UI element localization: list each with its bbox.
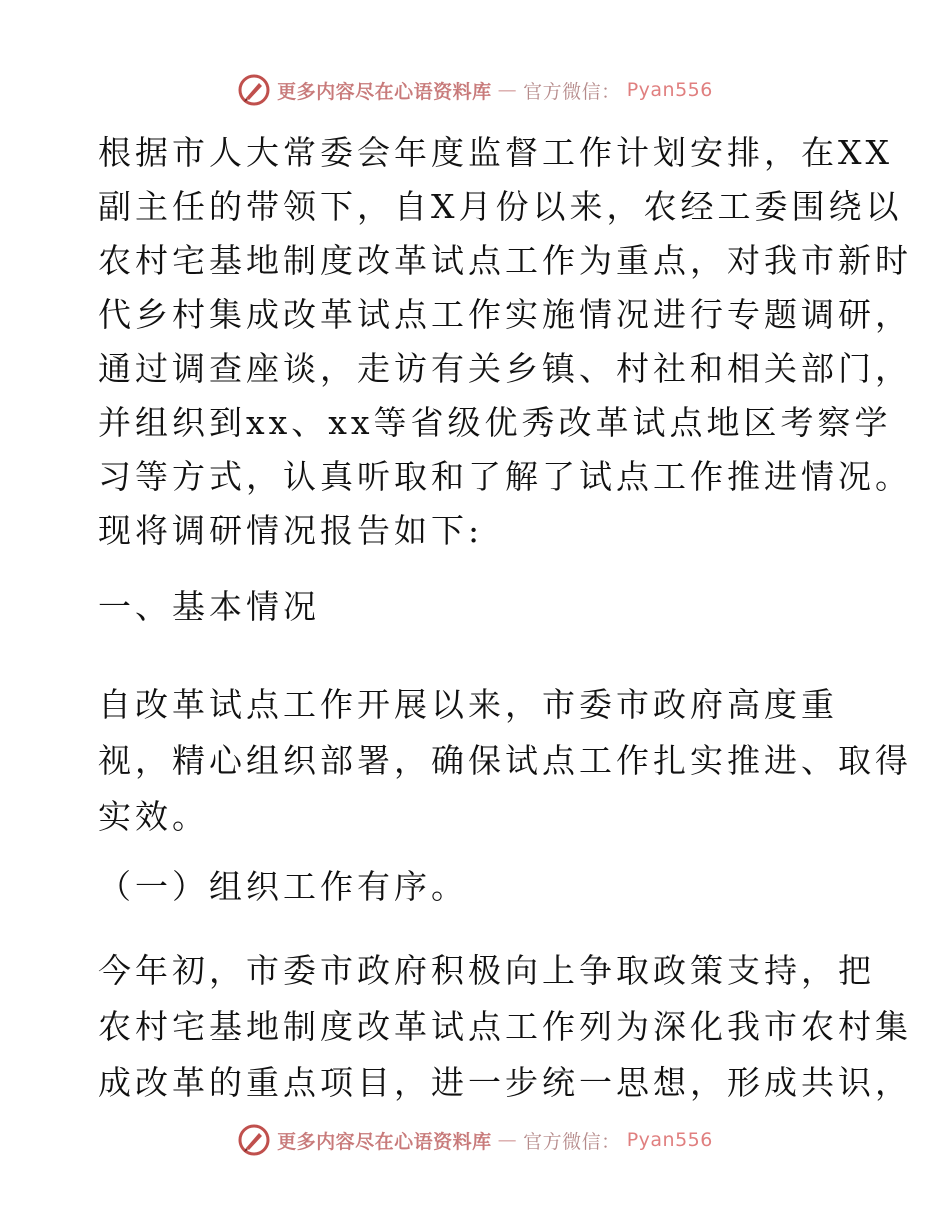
watermark-official-label: 官方微信：: [523, 1130, 621, 1153]
subsection-line: 成改革的重点项目，进一步统一思想，形成共识，: [98, 1063, 912, 1102]
watermark-brand: 更多内容尽在心语资料库: [277, 1130, 492, 1153]
subsection-heading: （一）组织工作有序。: [98, 867, 468, 906]
intro-line: 习等方式，认真听取和了解了试点工作推进情况。: [98, 457, 912, 496]
section-line: 实效。: [98, 797, 209, 836]
section-heading: 一、基本情况: [98, 587, 320, 626]
watermark-brand: 更多内容尽在心语资料库: [277, 80, 492, 103]
subsection-line: 农村宅基地制度改革试点工作列为深化我市农村集: [98, 1007, 912, 1046]
watermark-wechat-id: Pyan556: [626, 79, 713, 101]
intro-line: 农村宅基地制度改革试点工作为重点，对我市新时: [98, 241, 912, 280]
watermark-wechat-id: Pyan556: [626, 1129, 713, 1151]
intro-line: 根据市人大常委会年度监督工作计划安排，在XX: [98, 133, 893, 172]
intro-line: 现将调研情况报告如下:: [98, 511, 484, 550]
watermark-footer: [0, 1120, 950, 1160]
watermark-header: [0, 70, 950, 110]
watermark-official-label: 官方微信：: [523, 80, 621, 103]
watermark-separator: —: [497, 1129, 518, 1151]
pen-logo-icon: [237, 1123, 271, 1157]
intro-line: 通过调查座谈，走访有关乡镇、村社和相关部门，: [98, 349, 912, 388]
intro-line: 并组织到xx、xx等省级优秀改革试点地区考察学: [98, 403, 892, 442]
subsection-line: 今年初，市委市政府积极向上争取政策支持，把: [98, 951, 875, 990]
section-line: 视，精心组织部署，确保试点工作扎实推进、取得: [98, 741, 912, 780]
intro-line: 副主任的带领下，自X月份以来，农经工委围绕以: [98, 187, 903, 226]
intro-line: 代乡村集成改革试点工作实施情况进行专题调研，: [98, 295, 912, 334]
section-line: 自改革试点工作开展以来，市委市政府高度重: [98, 685, 838, 724]
watermark-separator: —: [497, 79, 518, 101]
pen-logo-icon: [237, 73, 271, 107]
